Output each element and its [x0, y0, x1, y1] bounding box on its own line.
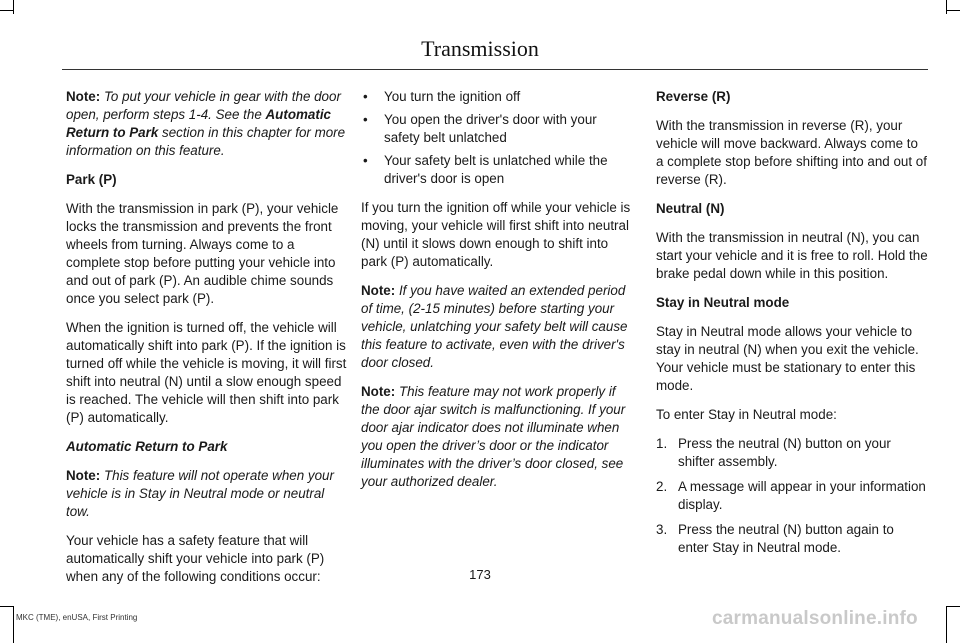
list-item: • Your safety belt is unlatched while the driver's door is open: [361, 152, 633, 188]
paragraph-reverse: With the transmission in reverse (R), your vehicle will move backward. Always come to a complete stop before shifting into and out of reverse (R).: [656, 118, 927, 187]
list-item: 2. A message will appear in your information display.: [656, 479, 926, 512]
paragraph-stay-in-neutral: Stay in Neutral mode allows your vehicle to stay in neutral (N) when you exit the vehicle. Your vehicle must be stationary to enter this mode.: [656, 324, 919, 393]
crop-mark-top-right-h: [946, 10, 960, 11]
steps-list: [656, 435, 928, 557]
list-item: • You turn the ignition off: [361, 88, 633, 106]
column-3: [656, 88, 928, 564]
list-item: 3. Press the neutral (N) button again to enter Stay in Neutral mode.: [656, 522, 894, 555]
crop-mark-top-left-v: [13, 0, 14, 14]
crop-mark-top-left-h: [0, 10, 14, 11]
paragraph-safety-feature: Your vehicle has a safety feature that will automatically shift your vehicle into park (P) when any of the following conditions occur:: [66, 533, 325, 584]
page-number: 173: [469, 567, 491, 582]
paragraph-park-2: When the ignition is turned off, the vehicle will automatically shift into park (P). If the ignition is turned off while the vehicle is moving, it will first shift into neutral (N) until a slow enough speed is reached. The vehicle will then shift into park (P) automatically.: [66, 320, 347, 425]
section-reference: Automatic Return to Park: [66, 107, 331, 140]
column-1: [66, 88, 348, 597]
crop-mark-top-right-v: [946, 0, 947, 14]
paragraph-neutral: With the transmission in neutral (N), you can start your vehicle and it is free to roll. Hold the brake pedal down while in this position.: [656, 230, 928, 281]
header-divider: [62, 69, 928, 70]
heading-automatic-return-to-park: Automatic Return to Park: [66, 439, 228, 454]
list-item: • You open the driver's door with your safety belt unlatched: [361, 111, 633, 147]
heading-park: Park (P): [66, 172, 117, 187]
note-stay-in-neutral: Note: This feature will not operate when your vehicle is in Stay in Neutral mode or neutral tow.: [66, 468, 334, 519]
page-title: Transmission: [421, 36, 539, 61]
crop-mark-bottom-left-h: [0, 606, 14, 607]
heading-neutral: Neutral (N): [656, 201, 725, 216]
note-door-ajar: Note: This feature may not work properly if the door ajar switch is malfunctioning. If your door ajar indicator does not illuminate when you open the driver’s door or the indicator illuminates with the driver’s door closed, see your authorized dealer.: [361, 384, 626, 489]
heading-stay-in-neutral: Stay in Neutral mode: [656, 295, 790, 310]
note-automatic-return: Note: To put your vehicle in gear with the door open, perform steps 1-4. See the Automatic Return to Park section in this chapter for more information on this feature.: [66, 89, 346, 158]
watermark: carmanualsonline.info: [712, 608, 918, 629]
list-item: 1. Press the neutral (N) button on your shifter assembly.: [656, 436, 891, 469]
footer-printing-info: MKC (TME), enUSA, First Printing: [16, 613, 138, 622]
paragraph-park-1: With the transmission in park (P), your vehicle locks the transmission and prevents the front wheels from turning. Always come to a complete stop before putting your vehicle into and out of park (P). An audible chime sounds once you select park (P).: [66, 201, 339, 306]
crop-mark-bottom-right-v: [946, 606, 947, 643]
note-extended-period: Note: If you have waited an extended period of time, (2-15 minutes) before starting your vehicle, unlatching your safety belt will cause this feature to activate, even with the driver's door closed.: [361, 283, 628, 370]
conditions-list: [361, 88, 633, 188]
column-2: [361, 88, 633, 502]
heading-reverse: Reverse (R): [656, 89, 731, 104]
crop-mark-bottom-left-v: [13, 606, 14, 643]
paragraph-ignition-off: If you turn the ignition off while your vehicle is moving, your vehicle will first shift into neutral (N) until it slows down enough to shift into park (P) automatically.: [361, 200, 631, 269]
crop-mark-bottom-right-h: [946, 606, 960, 607]
paragraph-enter-mode: To enter Stay in Neutral mode:: [656, 407, 837, 422]
